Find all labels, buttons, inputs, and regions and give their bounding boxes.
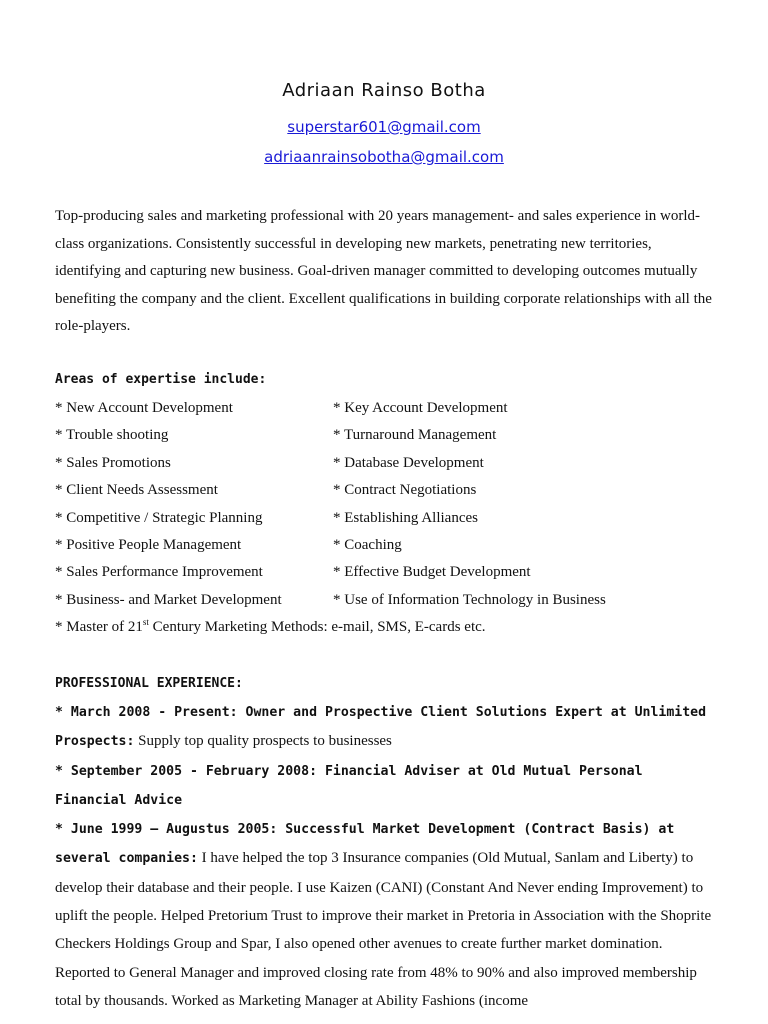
experience-description: Supply top quality prospects to businesses — [134, 733, 392, 750]
expertise-master-line — [55, 614, 486, 641]
expertise-item: * Client Needs Assessment — [55, 482, 218, 499]
expertise-row — [55, 422, 715, 449]
expertise-item: * Establishing Alliances — [333, 509, 478, 526]
expertise-row — [55, 395, 715, 422]
candidate-name: Adriaan Rainso Botha — [282, 80, 486, 101]
experience-entry — [55, 698, 720, 757]
expertise-item: * Database Development — [333, 454, 484, 471]
expertise-item: * Competitive / Strategic Planning — [55, 509, 263, 526]
expertise-item: * New Account Development — [55, 400, 233, 416]
expertise-item: * Sales Performance Improvement — [55, 564, 263, 581]
expertise-row — [55, 532, 715, 559]
expertise-item: * Key Account Development — [333, 400, 508, 416]
email-link-primary[interactable]: superstar601@gmail.com — [287, 118, 481, 136]
expertise-item: * Positive People Management — [55, 536, 242, 553]
experience-entry — [55, 815, 720, 1015]
master-text-pre: * Master of 21 — [55, 619, 143, 635]
expertise-item: * Coaching — [333, 536, 402, 553]
experience-description: I have helped the top 3 Insurance companies (Old Mutual, Sanlam and Liberty) to develop their database and their people. I use Kaizen (CANI) (Constant And Never ending Improvement) to uplift the people. Helped Pretorium Trust to improve their market in Pretoria in Association with the Shoprite Checkers Holdings Group and Spar, I also opened other avenues to create further market domination. Reported to General Manager and improved closing rate from 48% to 90% and also improved membership total by thousands. Worked as Marketing Manager at Ability Fashions (income — [55, 850, 712, 1009]
profile-summary: Top-producing sales and marketing professional with 20 years management- and sales experience in world-class organizations. Consistently successful in developing new markets, penetrating new territories, identifying and capturing new business. Goal-driven manager committed to developing outcomes mutually benefiting the company and the client. Excellent qualifications in building corporate relationships with all the role-players. — [55, 208, 712, 335]
expertise-row — [55, 477, 715, 504]
experience-title: * June 1999 – Augustus 2005: Successful Market Development (Contract Basis) at several companies: — [55, 822, 675, 867]
experience-title: * March 2008 - Present: Owner and Prospective Client Solutions Expert at Unlimited Prospects: — [55, 705, 707, 750]
master-superscript: st — [142, 617, 149, 627]
email-link-secondary[interactable]: adriaanrainsobotha@gmail.com — [264, 148, 504, 166]
expertise-item: * Effective Budget Development — [333, 564, 531, 581]
expertise-heading: Areas of expertise include: — [55, 372, 267, 387]
expertise-row — [55, 587, 715, 614]
expertise-item: * Trouble shooting — [55, 427, 169, 444]
expertise-row — [55, 559, 715, 586]
experience-list — [55, 698, 720, 1015]
expertise-item: * Turnaround Management — [333, 427, 497, 444]
expertise-item: * Sales Promotions — [55, 454, 171, 471]
experience-entry — [55, 757, 720, 816]
expertise-item: * Business- and Market Development — [55, 591, 282, 608]
expertise-list — [55, 395, 715, 614]
expertise-item: * Use of Information Technology in Business — [333, 591, 606, 608]
experience-heading: PROFESSIONAL EXPERIENCE: — [55, 676, 243, 691]
master-text-post: Century Marketing Methods: e-mail, SMS, E-cards etc. — [152, 619, 486, 635]
expertise-row — [55, 450, 715, 477]
expertise-item: * Contract Negotiations — [333, 482, 477, 499]
expertise-row — [55, 505, 715, 532]
experience-title: * September 2005 - February 2008: Financial Adviser at Old Mutual Personal Financial Advice — [55, 763, 643, 808]
